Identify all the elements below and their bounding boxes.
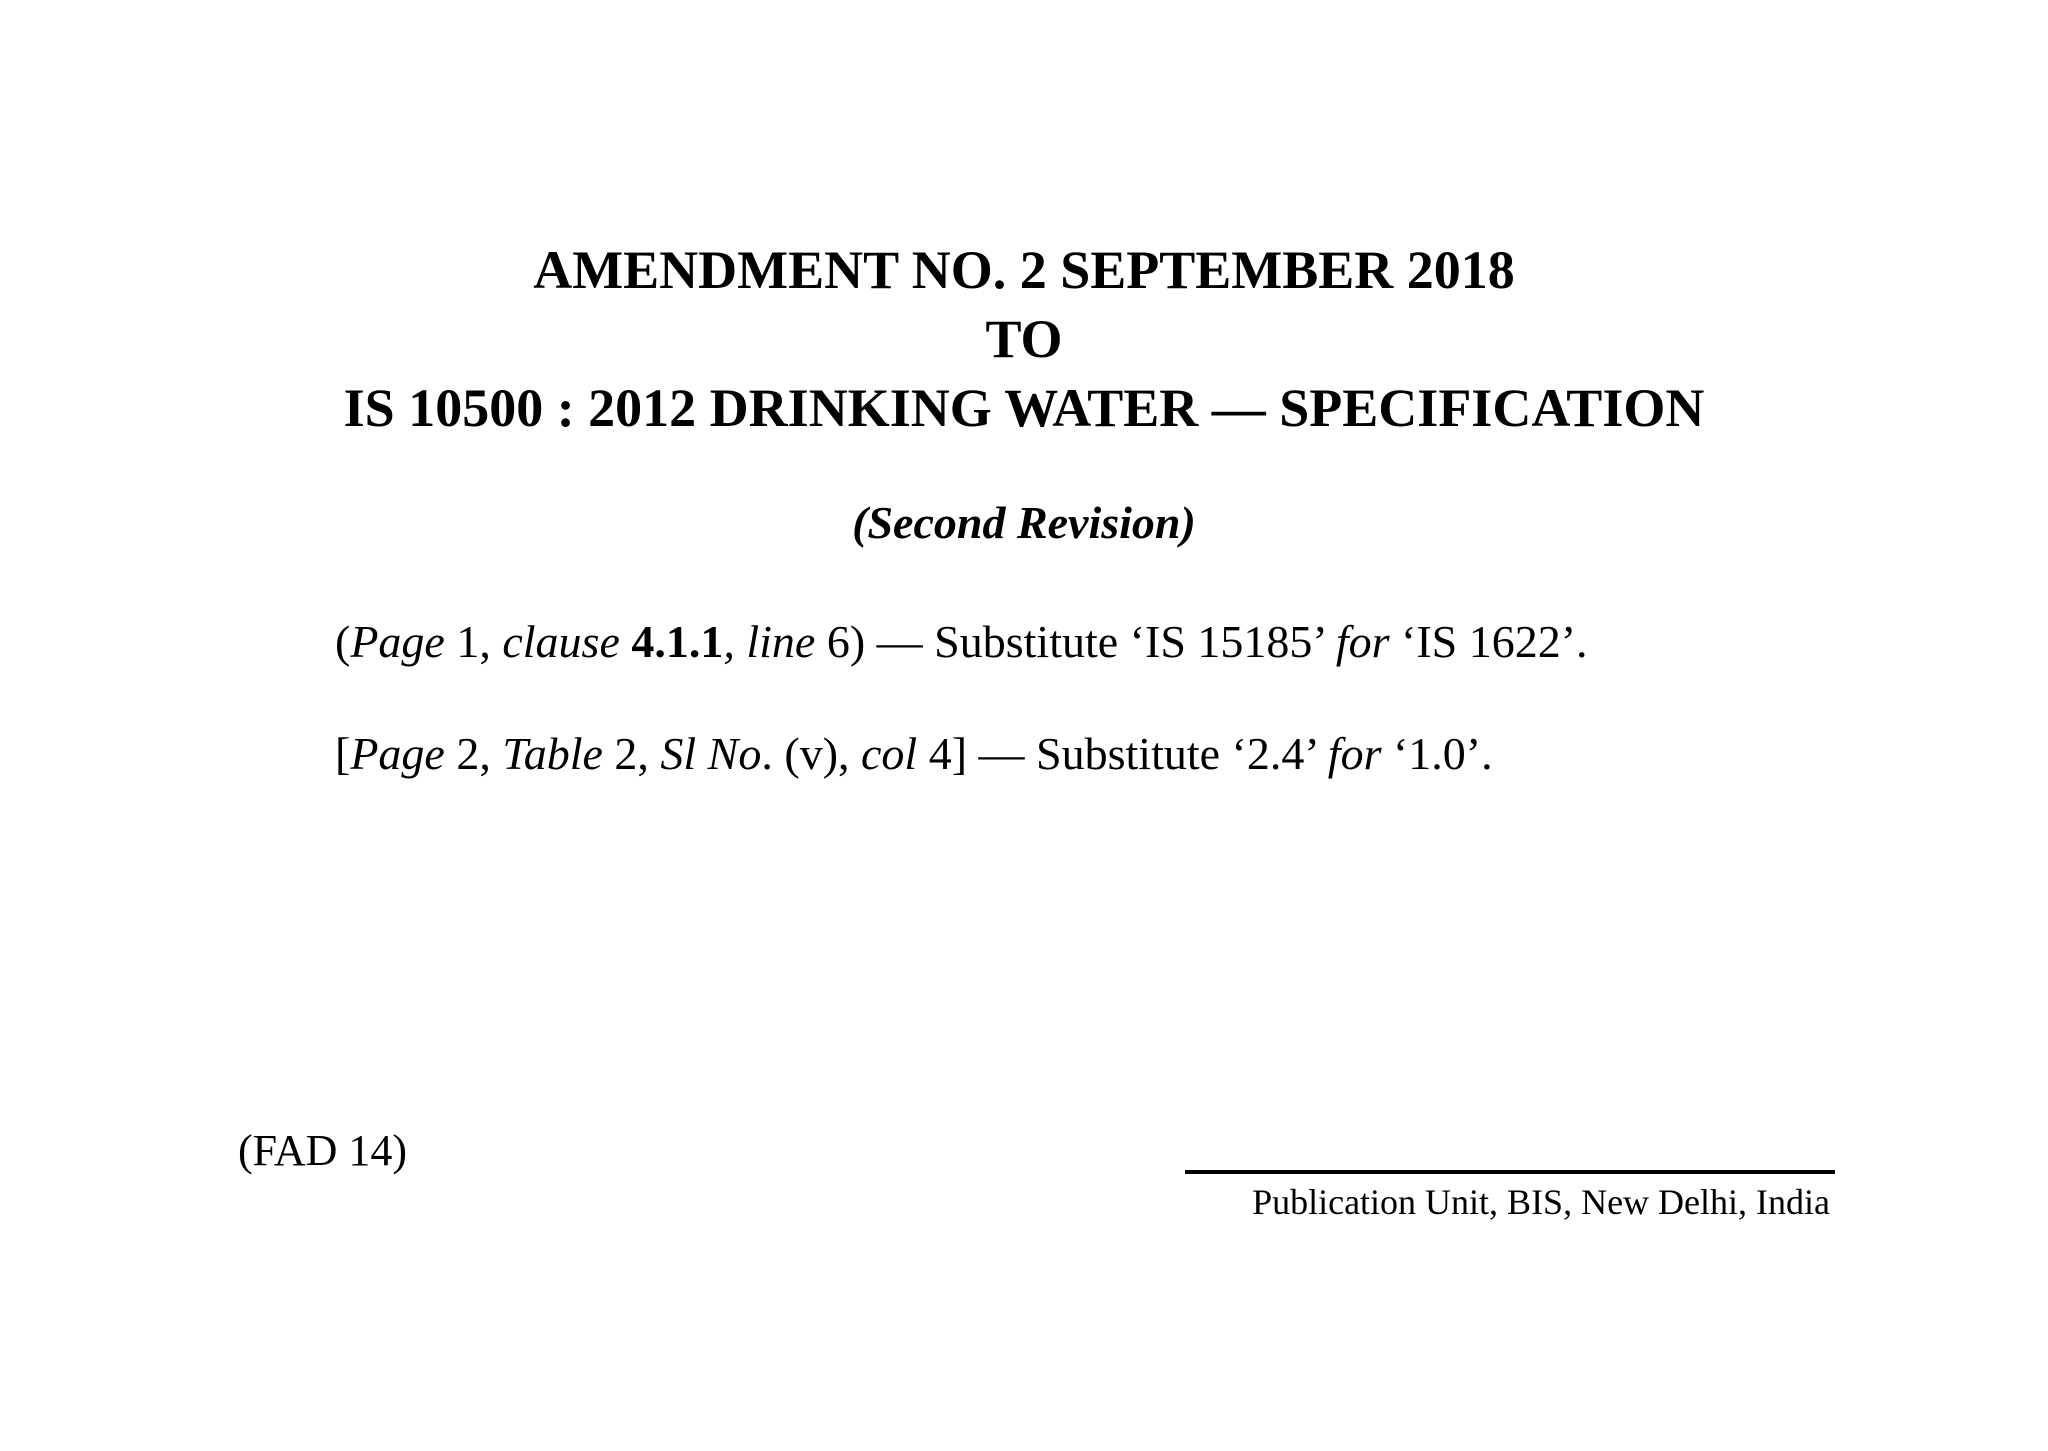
title-line-standard: IS 10500 : 2012 DRINKING WATER — SPECIFICATION <box>343 378 1705 438</box>
text-segment: for <box>1327 728 1382 779</box>
text-segment: 2, <box>602 728 661 779</box>
text-segment: 1, <box>444 616 503 667</box>
text-segment: 2, <box>444 728 503 779</box>
text-segment: Table <box>502 728 603 779</box>
text-segment: clause <box>502 616 620 667</box>
text-segment: . (v), <box>761 728 862 779</box>
publisher-line: Publication Unit, BIS, New Delhi, India <box>1252 1182 1830 1222</box>
text-segment: [ <box>335 728 351 779</box>
text-segment: Sl No <box>660 728 762 779</box>
text-segment: ‘1.0’. <box>1381 728 1493 779</box>
publisher-divider <box>1185 1170 1835 1174</box>
amendment-title <box>0 236 2048 443</box>
amendment-item-2 <box>335 726 1493 782</box>
amendment-item-1 <box>335 614 1588 670</box>
title-line-to: TO <box>985 309 1063 369</box>
text-segment: for <box>1335 616 1390 667</box>
text-segment: Page <box>350 616 445 667</box>
title-line-amendment: AMENDMENT NO. 2 SEPTEMBER 2018 <box>533 240 1515 300</box>
text-segment: ( <box>335 616 351 667</box>
text-segment: 6) — Substitute ‘IS 15185’ <box>815 616 1336 667</box>
text-segment: Page <box>350 728 445 779</box>
text-segment: 4] — Substitute ‘2.4’ <box>917 728 1328 779</box>
committee-reference: (FAD 14) <box>238 1126 408 1175</box>
text-segment: col <box>861 728 918 779</box>
revision-subtitle: (Second Revision) <box>852 497 1196 548</box>
text-segment: , line <box>723 616 816 667</box>
text-segment: ‘IS 1622’. <box>1389 616 1588 667</box>
clause-number: 4.1.1 <box>631 616 724 667</box>
text-segment <box>620 616 632 667</box>
